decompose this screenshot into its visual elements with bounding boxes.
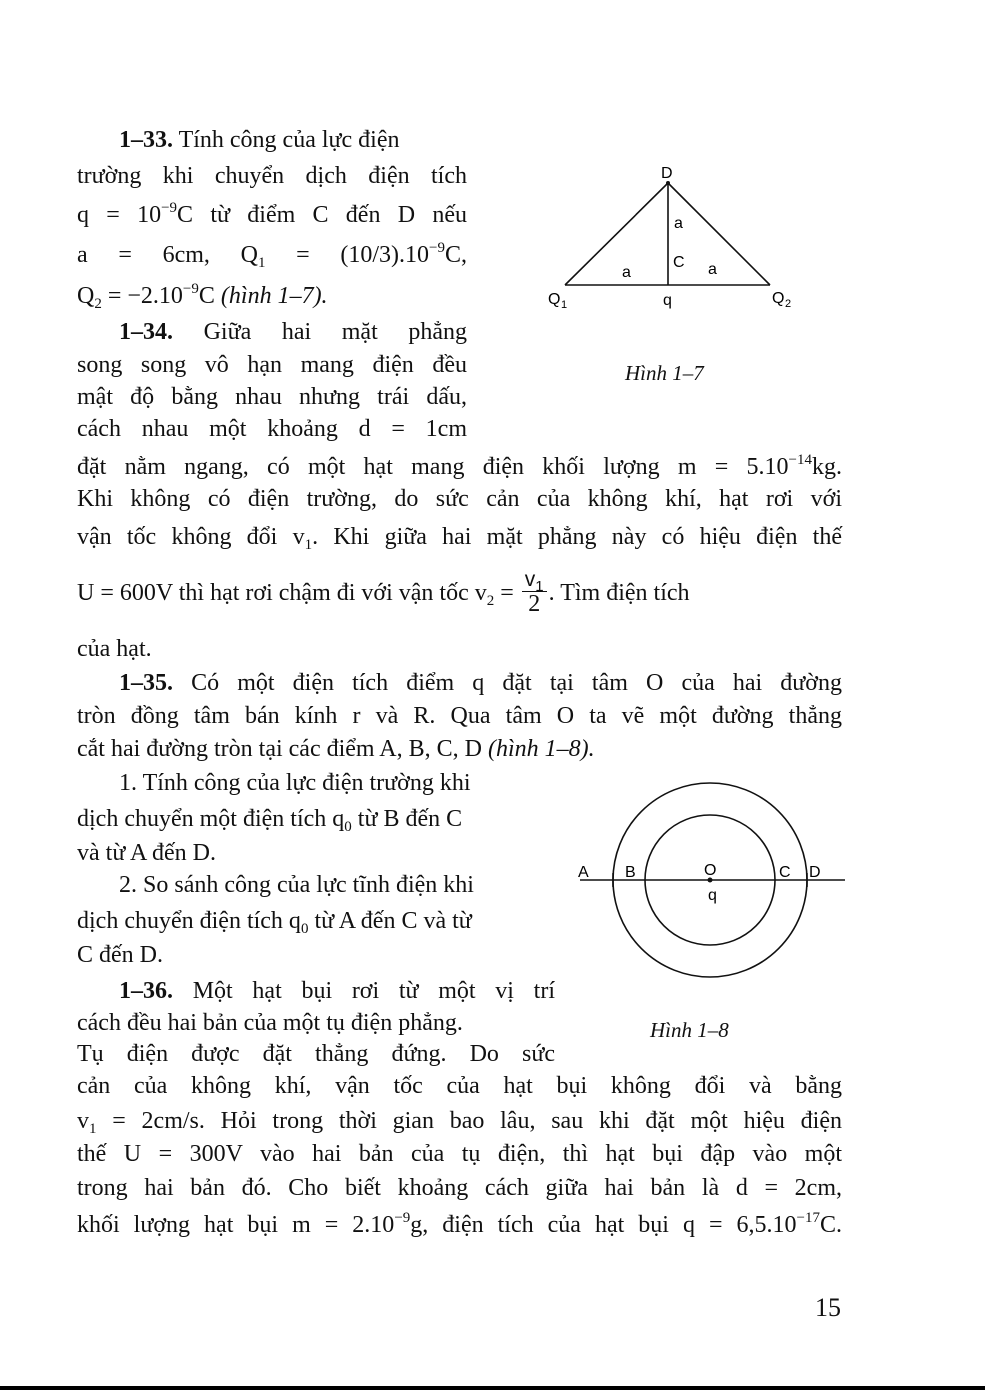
p36-line-2: cách đều hai bản của một tụ điện phẳng. [77, 1010, 463, 1036]
p35-q2-line-2: dịch chuyển điện tích $q_0$ từ A đến C và từ [77, 908, 472, 937]
p36-line-4: cản của không khí, vận tốc của hạt bụi không đổi và bằng [77, 1073, 842, 1099]
p36-line-8: khối lượng hạt bụi $m = 2.10^{-9}g$, điện tích của hạt bụi $q = 6,5.10^{-17}C$. [77, 1210, 843, 1238]
p33-line-5: $Q_2 = -2.10^{-9}C$ (hình 1–7). [77, 281, 328, 312]
p33-line-3: $q = 10^{-9}C$ từ điểm C đến D nếu [77, 200, 467, 228]
label-q: q [708, 887, 717, 904]
p35-line-2: tròn đồng tâm bán kính r và R. Qua tâm O ta vẽ một đường thẳng [77, 703, 842, 729]
label-C: C [779, 864, 791, 881]
label-a-vertical: a [674, 215, 683, 232]
p34-line-7: vận tốc không đổi $v_1$. Khi giữa hai mặt phẳng này có hiệu điện thế [77, 524, 843, 553]
figure-1-7-triangle [540, 155, 820, 325]
fraction-denominator: 2 [528, 591, 541, 617]
p35-line-3: cắt hai đường tròn tại các điểm A, B, C, D (hình 1–8). [77, 736, 595, 762]
p33-line-4: a = 6cm, $Q_1 = (10/3).10^{-9}C$, [77, 240, 468, 271]
label-C: C [673, 254, 685, 271]
p34-line-6: Khi không có điện trường, do sức cản của không khí, hạt rơi với [77, 486, 842, 512]
label-D: D [809, 864, 821, 881]
label-A: A [578, 864, 589, 881]
numerator-subscript: 1 [535, 578, 544, 595]
p35-q2-line-1: 2. So sánh công của lực tĩnh điện khi [119, 872, 474, 898]
bottom-border [0, 1386, 985, 1390]
p35-line-1: 1–35. Có một điện tích điểm q đặt tại tâm O của hai đường [119, 670, 842, 696]
label-Q1: Q [548, 291, 561, 308]
p34-line-3: mật độ bằng nhau nhưng trái dấu, [77, 384, 467, 410]
figure-1-8-caption: Hình 1–8 [650, 1018, 729, 1042]
fig-ref-1-8: (hình 1–8). [487, 736, 595, 762]
p34-line-8: U = 600V thì hạt rơi chậm đi với vận tốc $v_2$ = $\frac{v_1}{2}$ . Tìm điện tích [77, 568, 690, 617]
p35-q2-line-3: C đến D. [77, 942, 163, 968]
page-number: 15 [815, 1293, 841, 1322]
label-Q1-sub: 1 [561, 299, 568, 311]
label-Q2-sub: 2 [785, 298, 792, 310]
p36-line-5: $v_1 = 2cm/s$. Hỏi trong thời gian bao lâu, sau khi đặt một hiệu điện [77, 1108, 842, 1137]
p34-line-5: đặt nằm ngang, có một hạt mang điện khối lượng $m = 5.10^{-14}kg$. [77, 452, 842, 480]
p33-number: 1–33. [119, 127, 173, 153]
p35-q1-line-1: 1. Tính công của lực điện trường khi [119, 770, 471, 796]
label-q: q [663, 292, 672, 309]
p35-number: 1–35. [119, 670, 173, 696]
label-a-left: a [622, 264, 631, 281]
figure-1-8-circles [570, 780, 850, 990]
label-Q2: Q [772, 290, 785, 307]
figure-1-7-caption: Hình 1–7 [625, 361, 704, 385]
p36-line-6: thế U = 300V vào hai bản của tụ điện, thì hạt bụi đập vào một [77, 1141, 842, 1167]
fig-ref-1-7: (hình 1–7). [220, 283, 328, 309]
p36-line-3: Tụ điện được đặt thẳng đứng. Do sức [77, 1041, 555, 1067]
p36-line-1: 1–36. Một hạt bụi rơi từ một vị trí [119, 978, 555, 1004]
p34-line-9: của hạt. [77, 636, 152, 662]
p36-number: 1–36. [119, 978, 173, 1004]
p34-line-2: song song vô hạn mang điện đều [77, 352, 467, 378]
velocity-fraction [522, 569, 547, 616]
p36-line-7: trong hai bản đó. Cho biết khoảng cách giữa hai bản là d = 2cm, [77, 1175, 842, 1201]
label-B: B [625, 864, 636, 881]
p34-number: 1–34. [119, 319, 173, 345]
label-D: D [661, 165, 673, 182]
p33-line-1: 1–33. Tính công của lực điện [119, 127, 400, 153]
label-O: O [704, 862, 717, 879]
p35-q1-line-2: dịch chuyển một điện tích $q_0$ từ B đến C [77, 806, 463, 835]
left-side [565, 183, 668, 285]
fraction-numerator: $v_1$ [522, 569, 547, 592]
p34-line-1: 1–34. Giữa hai mặt phẳng [119, 319, 467, 345]
p33-line-2: trường khi chuyển dịch điện tích [77, 163, 467, 189]
p34-line-4: cách nhau một khoảng d = 1cm [77, 416, 467, 442]
label-a-right: a [708, 261, 717, 278]
p35-q1-line-3: và từ A đến D. [77, 840, 216, 866]
